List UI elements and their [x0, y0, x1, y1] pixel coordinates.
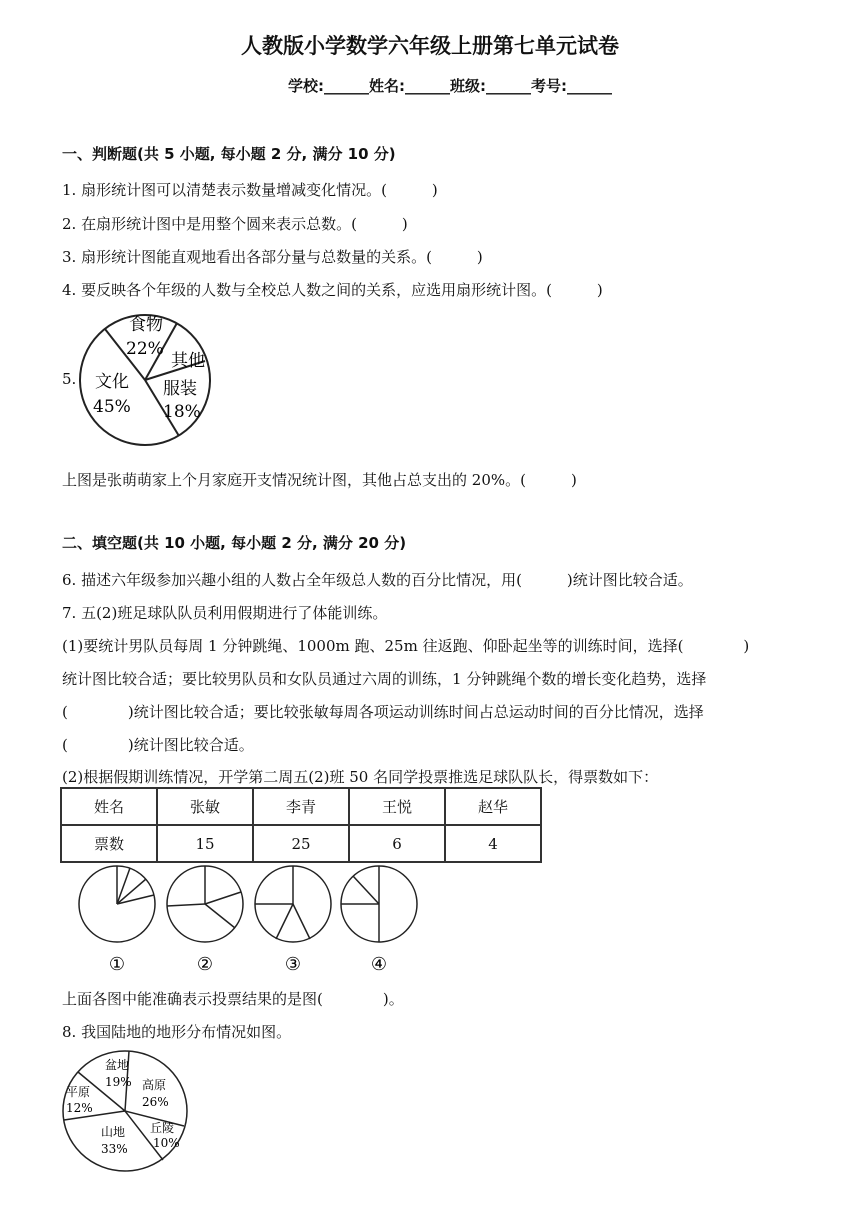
table-cell: 姓名 [61, 788, 157, 825]
plateau-percent: 26% [142, 1095, 169, 1109]
food-percent: 22% [126, 339, 164, 359]
question-7-part1-line1: (1)要统计男队员每周 1 分钟跳绳、1000m 跑、25m 往返跑、仰卧起坐等的训练时间，选择( ) [62, 637, 750, 655]
question-7-part2: (2)根据假期训练情况，开学第二周五(2)班 50 名同学投票推选足球队队长，得票数如下： [62, 768, 659, 786]
question-5-text: 上图是张萌萌家上个月家庭开支情况统计图，其他占总支出的 20%。( ) [62, 471, 577, 489]
pie-option-3 [255, 866, 331, 942]
question-7-part1-line3: ( )统计图比较合适；要比较张敏每周各项运动训练时间占总运动时间的百分比情况，选择 [62, 703, 704, 721]
section1-heading: 一、判断题(共 5 小题, 每小题 2 分, 满分 10 分) [62, 145, 396, 163]
table-cell: 赵华 [445, 788, 541, 825]
question-7-tail: 上面各图中能准确表示投票结果的是图( )。 [62, 990, 404, 1008]
pie-option-4 [341, 866, 417, 942]
vote-pie-options [70, 862, 430, 977]
question-1: 1. 扇形统计图可以清楚表示数量增减变化情况。( ) [62, 181, 438, 199]
plain-percent: 12% [66, 1101, 93, 1115]
question-4: 4. 要反映各个年级的人数与全校总人数之间的关系，应选用扇形统计图。( ) [62, 281, 603, 299]
culture-label: 文化 [95, 372, 129, 392]
table-cell: 6 [349, 825, 445, 862]
basin-label: 盆地 [105, 1058, 130, 1072]
terrain-pie-chart [58, 1048, 198, 1178]
mountain-percent: 33% [101, 1142, 128, 1156]
pie-option-2 [167, 866, 243, 942]
table-cell: 25 [253, 825, 349, 862]
hill-label: 丘陵 [150, 1121, 175, 1135]
clothing-label: 服装 [163, 379, 197, 399]
question-5-number: 5. [62, 370, 77, 388]
mountain-label: 山地 [101, 1125, 126, 1139]
culture-percent: 45% [93, 397, 131, 417]
food-label: 食物 [129, 315, 163, 335]
question-7-part1-line2: 统计图比较合适；要比较男队员和女队员通过六周的训练，1 分钟跳绳个数的增长变化趋势，选择 [62, 670, 707, 688]
other-label: 其他 [171, 351, 205, 371]
hill-percent: 10% [153, 1136, 180, 1150]
question-2: 2. 在扇形统计图中是用整个圆来表示总数。( ) [62, 215, 408, 233]
basin-percent: 19% [105, 1075, 132, 1089]
pie-option-1 [79, 866, 155, 942]
pie-option-2-label: ② [196, 954, 214, 975]
pie-option-4-label: ④ [370, 954, 388, 975]
vote-table [60, 787, 542, 863]
table-cell: 15 [157, 825, 253, 862]
plateau-label: 高原 [142, 1078, 167, 1092]
clothing-percent: 18% [163, 402, 201, 422]
table-cell: 李青 [253, 788, 349, 825]
question-7: 7. 五(2)班足球队队员利用假期进行了体能训练。 [62, 604, 388, 622]
question-3: 3. 扇形统计图能直观地看出各部分量与总数量的关系。( ) [62, 248, 483, 266]
question-8: 8. 我国陆地的地形分布情况如图。 [62, 1023, 292, 1041]
page-title: 人教版小学数学六年级上册第七单元试卷 [241, 34, 619, 58]
table-cell: 王悦 [349, 788, 445, 825]
expense-pie-chart [75, 307, 215, 455]
question-6: 6. 描述六年级参加兴趣小组的人数占全年级总人数的百分比情况，用( )统计图比较合适。 [62, 571, 693, 589]
pie-option-1-label: ① [108, 954, 126, 975]
plain-label: 平原 [66, 1085, 91, 1099]
table-cell: 张敏 [157, 788, 253, 825]
pie-option-3-label: ③ [284, 954, 302, 975]
table-row [61, 788, 541, 825]
student-info-line: 学校:______姓名:______班级:______考号:______ [288, 77, 612, 95]
table-row [61, 825, 541, 862]
table-cell: 票数 [61, 825, 157, 862]
question-7-part1-line4: ( )统计图比较合适。 [62, 736, 254, 754]
table-cell: 4 [445, 825, 541, 862]
section2-heading: 二、填空题(共 10 小题, 每小题 2 分, 满分 20 分) [62, 534, 407, 552]
